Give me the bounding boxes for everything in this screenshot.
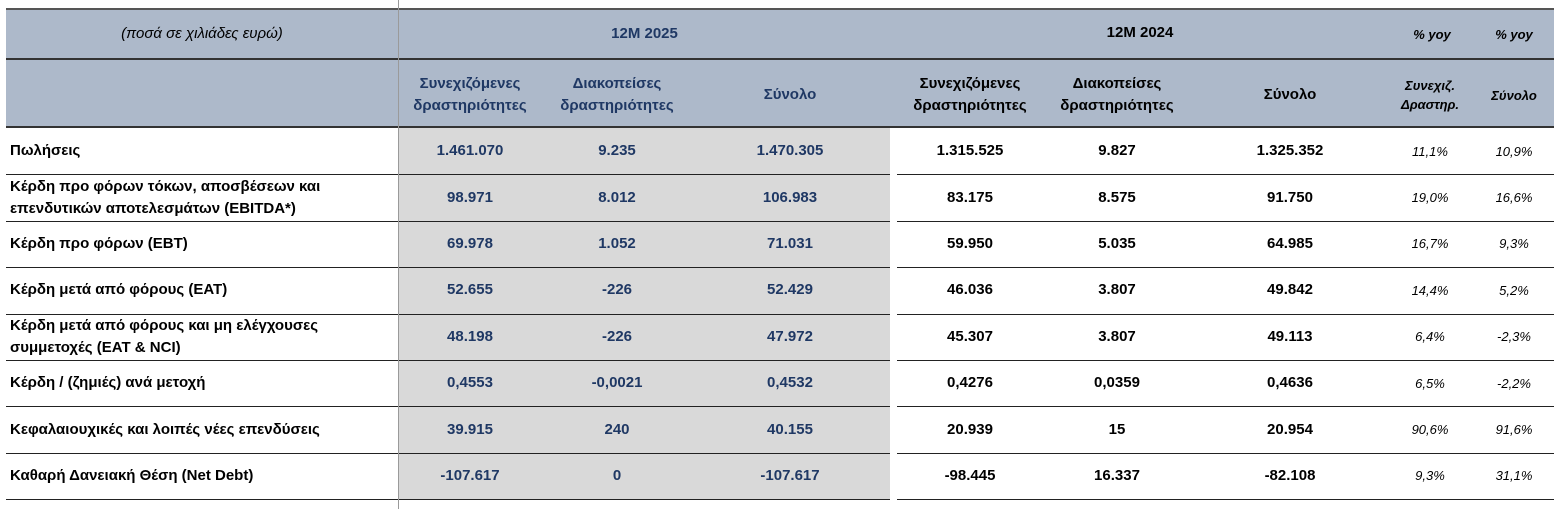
row-separator [6,499,398,500]
cell-d25: 1.052 [598,234,636,252]
cell-t24: 91.750 [1267,188,1313,206]
col-discontinued-2024: Διακοπείσες δραστηριότητες [1060,75,1174,114]
cell-t25: 52.429 [767,281,813,299]
cell-d25: -0,0021 [591,374,643,392]
period-2024-header: 12M 2024 [1106,24,1174,41]
cell-t25: 71.031 [767,234,813,252]
cell-c24: 1.315.525 [936,142,1004,160]
row-separator [897,499,1554,500]
units-note: (ποσά σε χιλιάδες ευρώ) [121,25,283,42]
cell-c25: -107.617 [440,466,500,484]
cell-d25: 0 [612,466,622,484]
cell-d24: 8.575 [1098,188,1136,206]
cell-c24: 46.036 [947,281,993,299]
cell-d24: 9.827 [1098,142,1136,160]
cell-c25: 52.655 [447,281,493,299]
cell-yoy_c: 11,1% [1412,143,1448,159]
col-yoy-total: Σύνολο [1491,87,1537,103]
cell-t25: 47.972 [767,327,813,345]
cell-c24: 45.307 [947,327,993,345]
cell-yoy_c: 19,0% [1411,190,1449,206]
cell-d24: 5.035 [1098,234,1136,252]
column-divider [398,0,399,509]
cell-yoy_t: 5,2% [1499,282,1529,298]
cell-yoy_t: 91,6% [1495,422,1533,438]
cell-t24: 1.325.352 [1256,142,1324,160]
row-label: Κέρδη προ φόρων (EBT) [10,234,188,252]
cell-c25: 0,4553 [447,374,493,392]
cell-yoy_c: 6,5% [1415,375,1445,391]
cell-d24: 3.807 [1098,281,1136,299]
cell-yoy_t: 9,3% [1499,236,1529,252]
row-label: Πωλήσεις [10,142,81,160]
cell-c25: 69.978 [447,234,493,252]
col-discontinued-2025: Διακοπείσες δραστηριότητες [560,75,674,114]
cell-yoy_t: 16,6% [1495,190,1533,206]
cell-yoy_c: 16,7% [1411,236,1449,252]
cell-t25: 0,4532 [767,374,813,392]
cell-t24: 0,4636 [1267,374,1313,392]
cell-c25: 39.915 [447,420,493,438]
cell-t25: 106.983 [762,188,818,206]
cell-c24: 0,4276 [947,374,993,392]
cell-d24: 0,0359 [1094,374,1140,392]
row-label: Κέρδη μετά από φόρους και μη ελέγχουσες συμμετοχές (EAT & NCI) [10,316,319,356]
cell-d24: 3.807 [1098,327,1136,345]
cell-t24: -82.108 [1264,466,1316,484]
cell-d24: 15 [1108,420,1126,438]
cell-c25: 48.198 [447,327,493,345]
cell-t24: 20.954 [1267,420,1313,438]
row-label: Κεφαλαιουχικές και λοιπές νέες επενδύσεις [10,420,320,438]
cell-d25: -226 [601,327,633,345]
cell-c25: 1.461.070 [436,142,504,160]
col-continuing-2024: Συνεχιζόμενες δραστηριότητες [913,75,1027,114]
row-label: Κέρδη μετά από φόρους (EAT) [10,281,228,299]
cell-t24: 49.113 [1267,327,1313,345]
row-label: Κέρδη προ φόρων τόκων, αποσβέσεων και επενδυτικών αποτελεσμάτων (EBITDA*) [10,177,321,217]
col-total-2025: Σύνολο [763,86,817,103]
row-separator [399,499,890,500]
cell-c24: 20.939 [947,420,993,438]
yoy-header-total: % yoy [1495,26,1533,42]
cell-c25: 98.971 [447,188,493,206]
col-yoy-continuing: Συνεχιζ. Δραστηρ. [1400,78,1460,112]
cell-t24: 64.985 [1267,234,1313,252]
cell-yoy_t: 10,9% [1495,143,1533,159]
cell-t24: 49.842 [1267,281,1313,299]
cell-d24: 16.337 [1094,466,1140,484]
cell-t25: -107.617 [760,466,820,484]
cell-yoy_c: 6,4% [1415,329,1445,345]
cell-c24: -98.445 [944,466,996,484]
cell-yoy_c: 90,6% [1411,422,1449,438]
cell-t25: 1.470.305 [756,142,824,160]
cell-c24: 59.950 [947,234,993,252]
col-continuing-2025: Συνεχιζόμενες δραστηριότητες [413,75,527,114]
col-total-2024: Σύνολο [1263,86,1317,103]
cell-d25: 9.235 [598,142,636,160]
yoy-header-continuing: % yoy [1413,26,1451,42]
cell-yoy_c: 14,4% [1411,282,1449,298]
cell-c24: 83.175 [947,188,993,206]
cell-yoy_t: 31,1% [1495,468,1533,484]
cell-yoy_t: -2,3% [1497,329,1531,345]
cell-d25: -226 [601,281,633,299]
period-2025-header: 12M 2025 [611,25,678,42]
cell-d25: 240 [604,420,630,438]
cell-t25: 40.155 [767,420,813,438]
row-label: Καθαρή Δανειακή Θέση (Net Debt) [10,466,254,484]
cell-yoy_c: 9,3% [1415,468,1445,484]
cell-d25: 8.012 [598,188,636,206]
cell-yoy_t: -2,2% [1497,375,1531,391]
row-label: Κέρδη / (ζημιές) ανά μετοχή [10,374,206,392]
